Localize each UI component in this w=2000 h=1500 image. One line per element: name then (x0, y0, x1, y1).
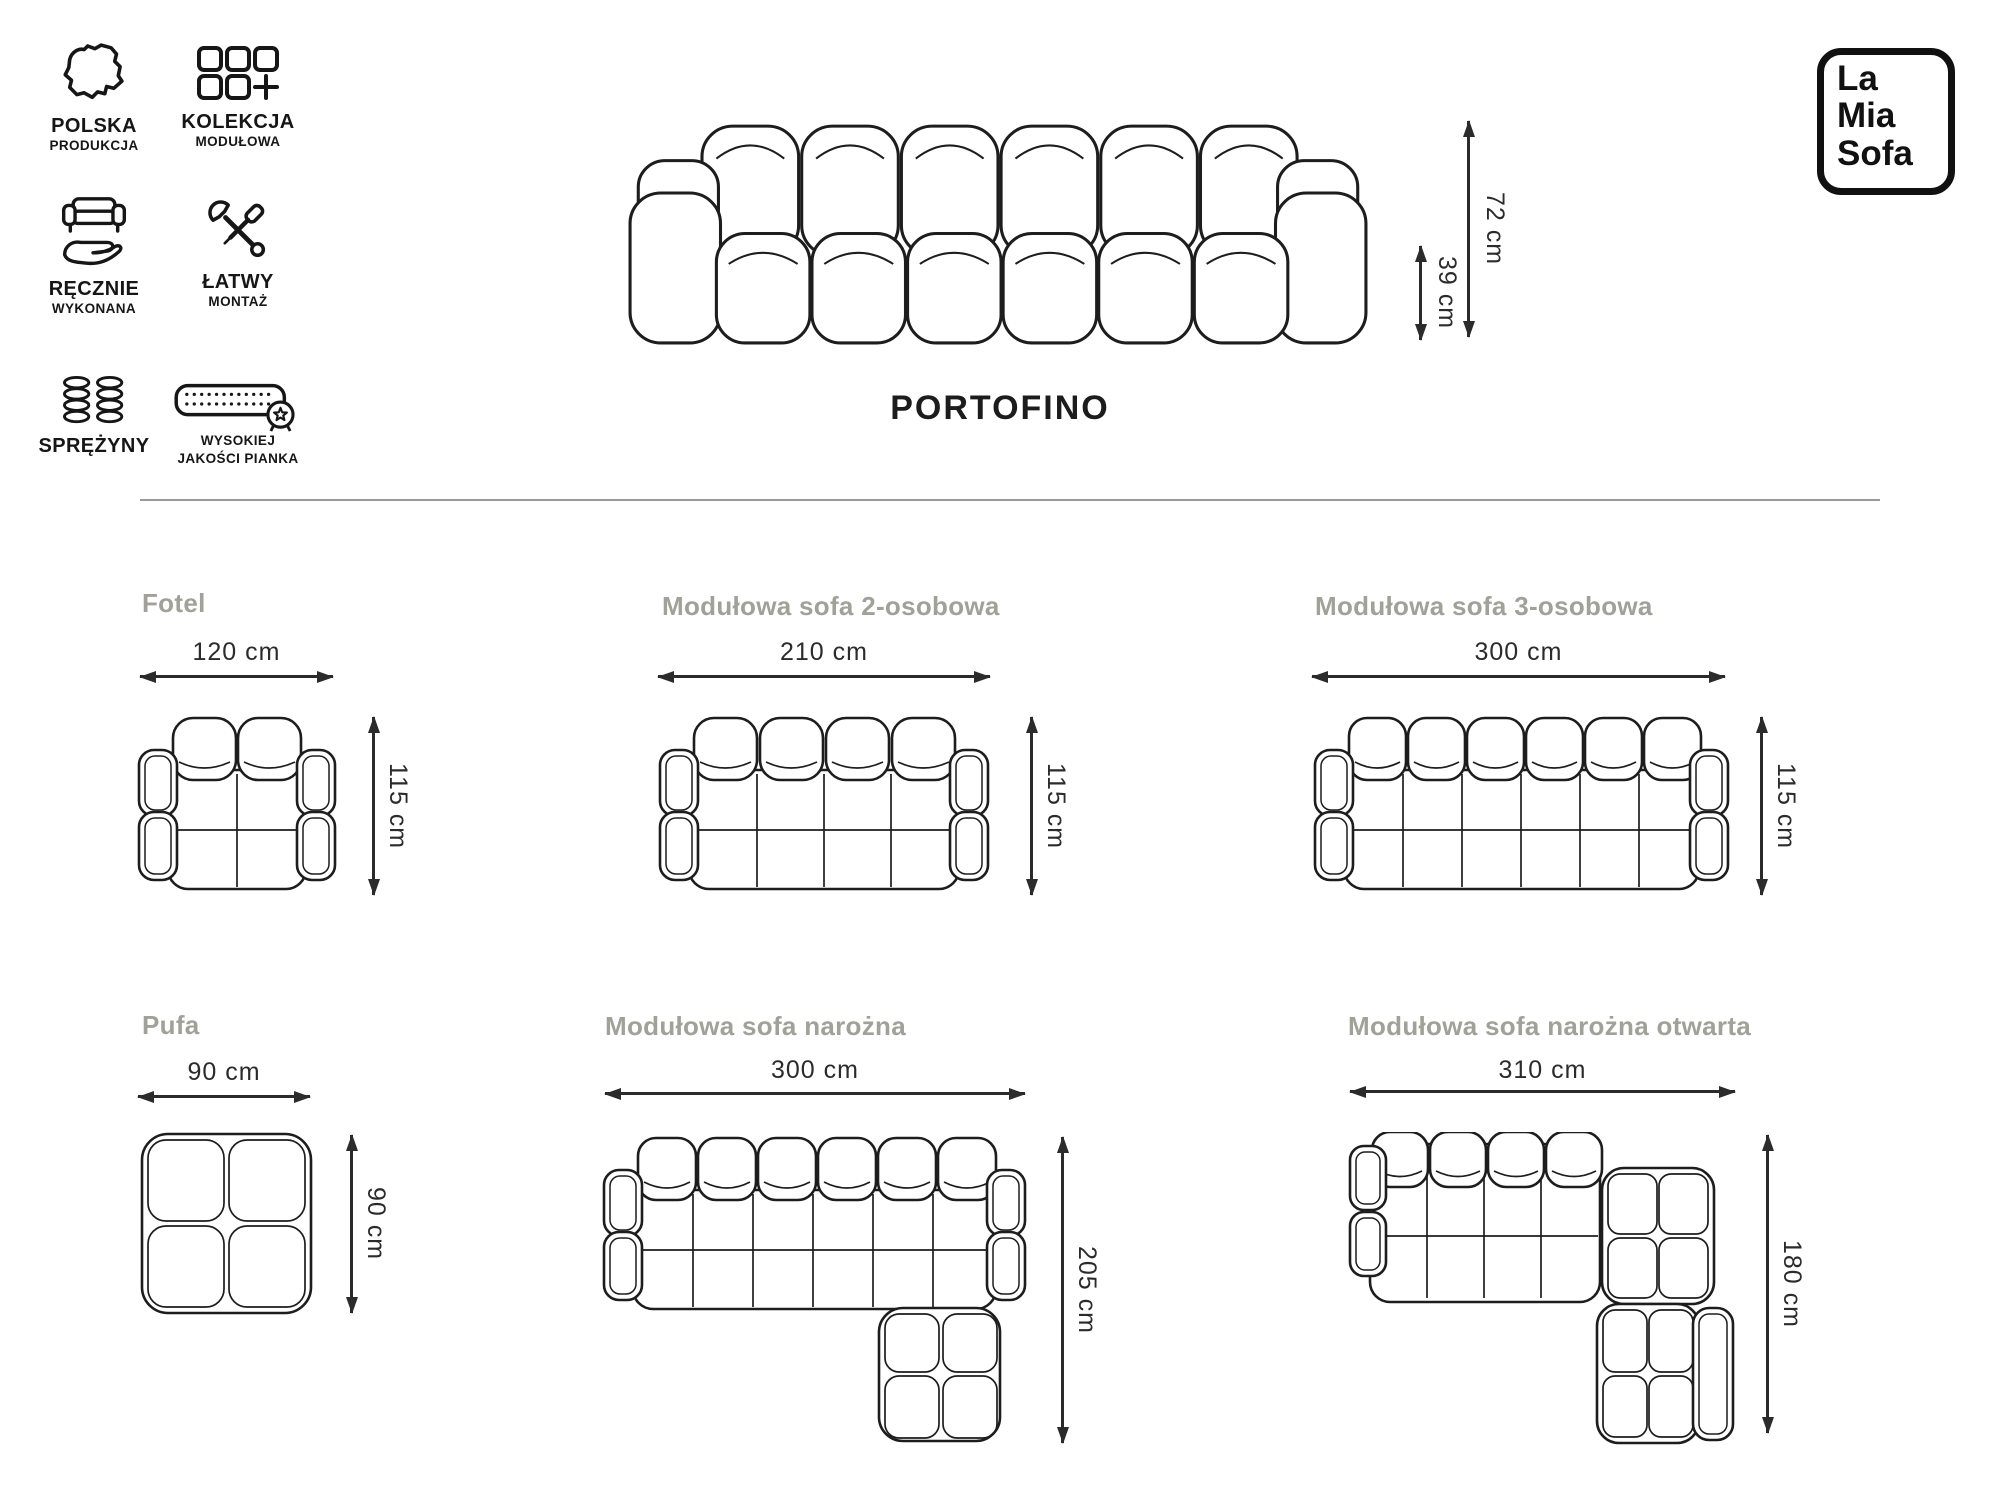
variant-title: Modułowa sofa 3-osobowa (1315, 591, 1653, 621)
seat-height-arrow (1419, 246, 1422, 340)
depth-dimension-arrow (1061, 1137, 1064, 1443)
modular-squares-icon (196, 44, 280, 102)
feature-sublabel: PRODUKCJA (49, 138, 139, 154)
feature-sublabel: MODUŁOWA (195, 134, 281, 150)
variant-pufa (100, 1000, 440, 1460)
width-dimension-label: 310 cm (1498, 1056, 1587, 1084)
variant-sofa-2-osobowa (620, 580, 1090, 940)
variant-title: Fotel (142, 588, 206, 618)
tools-icon (206, 198, 270, 262)
feature-label: RĘCZNIE (48, 278, 140, 300)
width-dimension-arrow (140, 675, 333, 678)
depth-dimension-label: 205 cm (1073, 1246, 1101, 1334)
feature-sublabel: JAKOŚCI PIANKA (177, 450, 299, 466)
springs-icon (61, 374, 127, 426)
depth-dimension-arrow (372, 717, 375, 895)
feature-label: KOLEKCJA (181, 111, 295, 133)
depth-dimension-label: 115 cm (1772, 762, 1800, 850)
variant-title: Modułowa sofa narożna (605, 1011, 906, 1041)
chaise-module (879, 1308, 1000, 1441)
pufa-top-view-drawing (140, 1132, 313, 1315)
brand-logo-line: La (1837, 59, 1878, 98)
total-height-label: 72 cm (1481, 192, 1509, 266)
section-divider (140, 499, 1880, 501)
feature-kolekcja-modulowa (170, 44, 306, 151)
corner-module (1602, 1168, 1714, 1304)
width-dimension-arrow (138, 1095, 310, 1098)
foam-mattress-icon (174, 376, 302, 432)
depth-dimension-label: 90 cm (362, 1187, 390, 1261)
variant-title: Modułowa sofa narożna otwarta (1348, 1011, 1752, 1041)
end-module (1597, 1304, 1733, 1443)
width-dimension-label: 210 cm (780, 638, 868, 666)
seat-height-label: 39 cm (1433, 256, 1461, 330)
width-dimension-label: 90 cm (187, 1058, 261, 1086)
depth-dimension-arrow (350, 1135, 353, 1313)
brand-logo (1817, 48, 1955, 195)
width-dimension-label: 300 cm (771, 1056, 859, 1084)
hero-front-view (600, 60, 1540, 370)
poland-map-icon (58, 40, 130, 106)
variant-sofa-3-osobowa (1280, 580, 1820, 940)
hand-holding-sofa-icon (58, 195, 130, 269)
brand-logo-line: Sofa (1837, 133, 1913, 173)
variant-fotel (100, 580, 440, 940)
depth-dimension-label: 115 cm (384, 762, 412, 850)
feature-sublabel: MONTAŻ (208, 294, 268, 310)
width-dimension-arrow (1312, 675, 1725, 678)
feature-latwy-montaz (170, 198, 306, 311)
open-corner-sofa-top-view-drawing (1348, 1132, 1735, 1445)
depth-dimension-arrow (1766, 1135, 1769, 1433)
width-dimension-arrow (1350, 1090, 1735, 1093)
product-title: PORTOFINO (890, 389, 1110, 427)
feature-sublabel: WYKONANA (51, 301, 137, 317)
corner-sofa-top-view-drawing (602, 1132, 1027, 1445)
width-dimension-label: 120 cm (192, 638, 281, 666)
feature-wysokiej-jakosci-pianka (156, 376, 320, 467)
variant-title: Modułowa sofa 2-osobowa (662, 591, 1000, 621)
feature-recznie-wykonana (28, 195, 160, 318)
feature-label: SPRĘŻYNY (38, 435, 150, 457)
variant-sofa-narozna-otwarta (1330, 1000, 1950, 1460)
total-height-arrow (1467, 121, 1470, 337)
depth-dimension-label: 115 cm (1042, 762, 1070, 850)
variant-sofa-narozna (580, 1000, 1140, 1460)
seat-cushions (716, 234, 1287, 343)
feature-sprezyny (28, 374, 160, 457)
depth-dimension-arrow (1030, 717, 1033, 895)
feature-polska-produkcja (28, 40, 160, 155)
feature-label: ŁATWY (202, 271, 274, 293)
brand-logo-line: Mia (1837, 96, 1896, 136)
width-dimension-arrow (658, 675, 990, 678)
width-dimension-arrow (605, 1092, 1025, 1095)
fotel-top-view-drawing (137, 712, 337, 897)
width-dimension-label: 300 cm (1474, 638, 1563, 666)
sofa-front-view-drawing (628, 114, 1368, 347)
feature-label: POLSKA (51, 115, 137, 137)
sofa2-top-view-drawing (658, 712, 990, 897)
variant-title: Pufa (142, 1010, 200, 1040)
sofa3-top-view-drawing (1313, 712, 1730, 897)
depth-dimension-label: 180 cm (1778, 1240, 1806, 1328)
depth-dimension-arrow (1760, 717, 1763, 895)
feature-label: WYSOKIEJ (200, 433, 276, 448)
